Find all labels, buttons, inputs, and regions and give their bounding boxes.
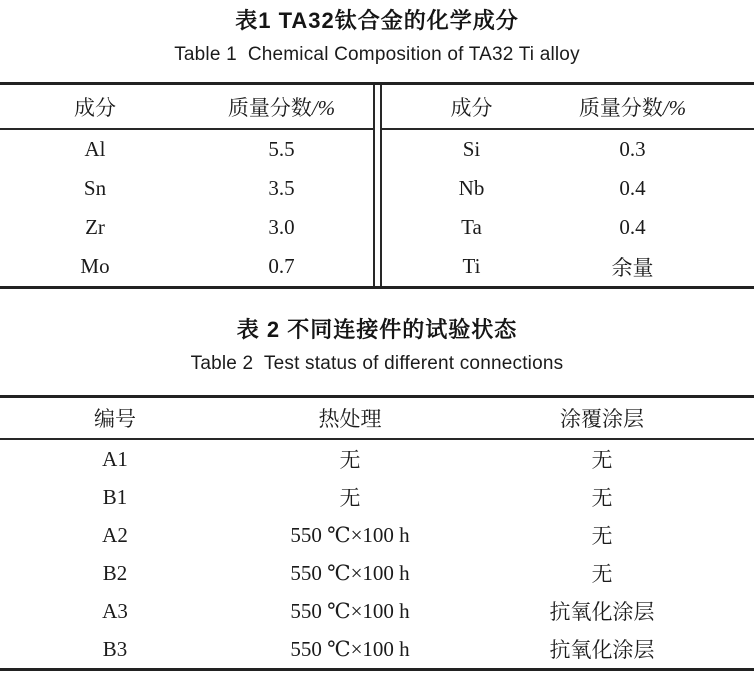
table-cell: 无 <box>591 562 613 586</box>
table-cell: 无 <box>339 448 361 472</box>
double-vertical-rule <box>374 129 381 169</box>
t2-header-heat-treatment: 热处理 <box>230 397 490 440</box>
table-cell: 550 ℃×100 h <box>290 522 410 547</box>
table-cell: 余量 <box>611 255 654 280</box>
t1-header-component-left: 成分 <box>0 84 190 130</box>
table-cell: 抗氧化涂层 <box>549 638 655 662</box>
double-vertical-rule <box>374 247 381 288</box>
percent-unit: /% <box>662 95 687 120</box>
table-row <box>0 439 754 478</box>
table2-caption-en: Table 2 Test status of different connections <box>190 353 564 374</box>
table-header-row <box>0 84 754 130</box>
t1-header-mass-fraction-left: 质量分数/% <box>190 84 374 130</box>
table-cell: 无 <box>339 486 361 510</box>
table-cell: Sn <box>83 176 107 200</box>
table-cell: 无 <box>591 524 613 548</box>
table-header-row <box>0 397 754 440</box>
table2-caption-zh: 表 2 不同连接件的试验状态 <box>236 317 518 342</box>
table-row <box>0 129 754 169</box>
table-row <box>0 478 754 516</box>
table-cell: 550 ℃×100 h <box>290 636 410 661</box>
table-cell: 抗氧化涂层 <box>549 600 655 624</box>
table-row <box>0 516 754 554</box>
table-cell: 0.7 <box>268 254 295 278</box>
table-cell: 3.5 <box>268 176 295 200</box>
table-cell: A1 <box>102 446 128 471</box>
double-vertical-rule <box>374 84 381 130</box>
table-cell: 5.5 <box>268 137 295 161</box>
table-row <box>0 630 754 670</box>
table-cell: Al <box>84 137 106 161</box>
table-cell: Zr <box>85 215 105 239</box>
t2-header-number: 编号 <box>0 397 230 440</box>
table1-chemical-composition <box>0 82 754 289</box>
table-row <box>0 169 754 208</box>
table1-caption-en: Table 1 Chemical Composition of TA32 Ti alloy <box>174 44 580 65</box>
t1-header-component-right: 成分 <box>381 84 561 130</box>
table-cell: 0.4 <box>619 215 646 239</box>
table-cell: Si <box>462 137 481 161</box>
table-cell: Nb <box>458 176 485 200</box>
table-cell: 3.0 <box>268 215 295 239</box>
percent-unit: /% <box>311 95 336 120</box>
table-row <box>0 208 754 247</box>
table-row <box>0 554 754 592</box>
double-vertical-rule <box>374 208 381 247</box>
t2-header-coating: 涂覆涂层 <box>490 397 754 440</box>
table-cell: 550 ℃×100 h <box>290 560 410 585</box>
table-cell: B1 <box>102 484 128 509</box>
table1-caption-zh: 表1 TA32钛合金的化学成分 <box>235 8 519 33</box>
table-cell: A3 <box>102 598 128 623</box>
table-cell: B3 <box>102 636 128 661</box>
t1-header-mass-fraction-right: 质量分数/% <box>561 84 754 130</box>
table-cell: Ti <box>462 254 481 278</box>
table-row <box>0 247 754 288</box>
table-cell: A2 <box>102 522 128 547</box>
table-cell: 无 <box>591 448 613 472</box>
table-cell: B2 <box>102 560 128 585</box>
table-cell: 0.4 <box>619 176 646 200</box>
table2-test-status <box>0 395 754 671</box>
table-cell: Mo <box>80 254 110 278</box>
table-cell: Ta <box>461 215 482 239</box>
table-cell: 0.3 <box>619 137 646 161</box>
table-row <box>0 592 754 630</box>
table-cell: 无 <box>591 486 613 510</box>
double-vertical-rule <box>374 169 381 208</box>
table-cell: 550 ℃×100 h <box>290 598 410 623</box>
